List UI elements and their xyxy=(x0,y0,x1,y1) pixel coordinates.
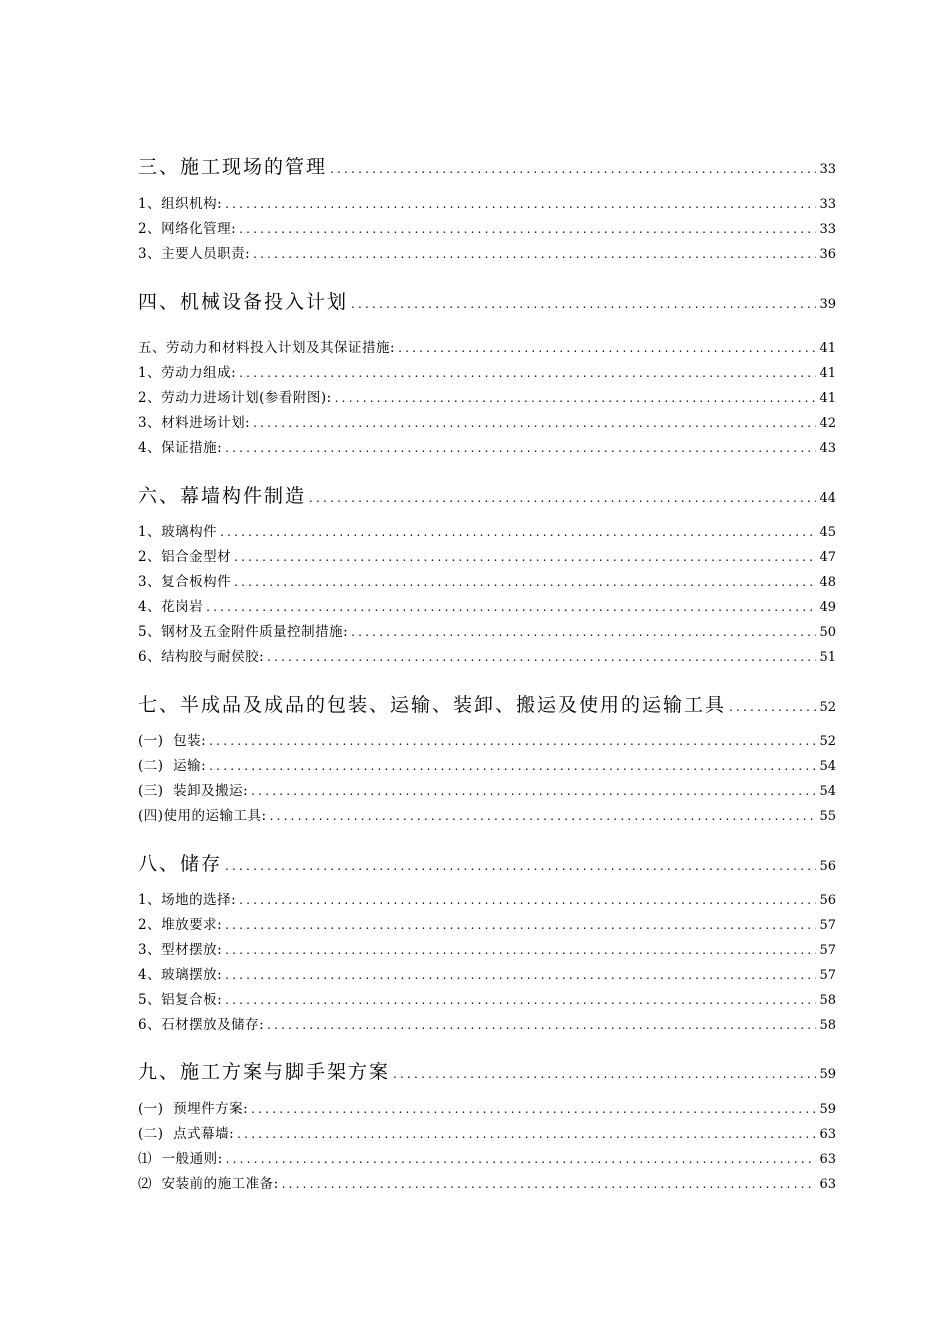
toc-entry[interactable] xyxy=(138,1097,836,1115)
toc-entry-title: (三) 装卸及搬运: xyxy=(138,783,249,799)
toc-entry[interactable] xyxy=(138,913,836,931)
toc-page-number: 50 xyxy=(819,625,836,640)
toc-page-number: 41 xyxy=(819,366,836,381)
toc-entry-title: ⑴ 一般通则: xyxy=(138,1151,223,1167)
toc-page-number: 58 xyxy=(819,1018,836,1033)
toc-dot-leader xyxy=(225,859,816,873)
toc-entry[interactable] xyxy=(138,411,836,429)
toc-entry[interactable] xyxy=(138,520,836,538)
toc-heading-entry[interactable] xyxy=(138,481,836,505)
toc-dot-leader xyxy=(237,1127,816,1141)
toc-page-number: 51 xyxy=(819,650,836,665)
toc-dot-leader xyxy=(398,341,816,355)
toc-entry-title: 3、型材摆放: xyxy=(138,942,223,958)
toc-dot-leader xyxy=(225,993,816,1007)
toc-dot-leader xyxy=(335,391,817,405)
toc-page-number: 36 xyxy=(819,247,836,262)
toc-page-number: 42 xyxy=(819,416,836,431)
toc-entry[interactable] xyxy=(138,1013,836,1031)
toc-dot-leader xyxy=(206,600,816,614)
toc-page-number: 45 xyxy=(819,525,836,540)
toc-dot-leader xyxy=(330,162,816,176)
toc-page-number: 57 xyxy=(819,918,836,933)
toc-entry-title: (一) 包装: xyxy=(138,733,207,749)
toc-page-number: 48 xyxy=(819,575,836,590)
toc-entry-title: (二) 点式幕墙: xyxy=(138,1126,235,1142)
toc-entry-title: 5、铝复合板: xyxy=(138,992,223,1008)
toc-entry-title: 3、主要人员职责: xyxy=(138,246,251,262)
toc-entry[interactable] xyxy=(138,242,836,260)
toc-heading-entry[interactable] xyxy=(138,690,836,714)
toc-heading-entry[interactable] xyxy=(138,849,836,873)
toc-entry-title: 六、幕墙构件制造 xyxy=(138,485,307,507)
toc-page-number: 63 xyxy=(819,1177,836,1192)
toc-entry[interactable] xyxy=(138,570,836,588)
toc-page-number: 54 xyxy=(819,759,836,774)
toc-page-number: 63 xyxy=(819,1152,836,1167)
toc-page-number: 55 xyxy=(819,809,836,824)
toc-entry-title: (四)使用的运输工具: xyxy=(138,808,267,824)
toc-heading-entry[interactable] xyxy=(138,287,836,311)
toc-page-number: 39 xyxy=(819,297,836,312)
toc-dot-leader xyxy=(267,1018,816,1032)
toc-entry[interactable] xyxy=(138,1122,836,1140)
toc-heading-entry[interactable] xyxy=(138,152,836,176)
toc-entry[interactable] xyxy=(138,620,836,638)
toc-page-number: 33 xyxy=(819,197,836,212)
toc-entry-title: 6、结构胶与耐侯胶: xyxy=(138,649,265,665)
toc-entry-title: 八、储存 xyxy=(138,853,223,875)
toc-page-number: 33 xyxy=(819,222,836,237)
toc-entry[interactable] xyxy=(138,963,836,981)
toc-page-number: 44 xyxy=(819,491,836,506)
toc-entry-title: 4、花岗岩 xyxy=(138,599,204,615)
toc-entry[interactable] xyxy=(138,336,836,354)
toc-dot-leader xyxy=(251,1102,816,1116)
toc-dot-leader xyxy=(253,416,816,430)
toc-entry[interactable] xyxy=(138,361,836,379)
toc-entry-title: (二) 运输: xyxy=(138,758,207,774)
toc-dot-leader xyxy=(309,491,816,505)
toc-page-number: 33 xyxy=(819,162,836,177)
toc-dot-leader xyxy=(393,1067,816,1081)
toc-dot-leader xyxy=(239,366,816,380)
toc-page-number: 49 xyxy=(819,600,836,615)
toc-entry-title: 3、材料进场计划: xyxy=(138,415,251,431)
toc-entry[interactable] xyxy=(138,1172,836,1190)
toc-page-number: 57 xyxy=(819,943,836,958)
toc-entry-title: (一) 预埋件方案: xyxy=(138,1101,249,1117)
toc-entry-title: 2、网络化管理: xyxy=(138,221,237,237)
toc-entry-title: 3、复合板构件 xyxy=(138,574,232,590)
toc-dot-leader xyxy=(225,943,816,957)
toc-page-number: 59 xyxy=(819,1067,836,1082)
toc-dot-leader xyxy=(251,784,816,798)
toc-dot-leader xyxy=(267,650,816,664)
toc-entry-title: 1、组织机构: xyxy=(138,196,223,212)
toc-entry-title: 1、场地的选择: xyxy=(138,892,237,908)
toc-entry-title: 四、机械设备投入计划 xyxy=(138,291,349,313)
toc-entry[interactable] xyxy=(138,192,836,210)
toc-dot-leader xyxy=(225,441,816,455)
toc-entry-title: 五、劳动力和材料投入计划及其保证措施: xyxy=(138,340,396,356)
toc-page-number: 41 xyxy=(819,341,836,356)
toc-entry-title: 九、施工方案与脚手架方案 xyxy=(138,1061,391,1083)
toc-entry[interactable] xyxy=(138,729,836,747)
toc-dot-leader xyxy=(351,297,816,311)
toc-entry-title: 6、石材摆放及储存: xyxy=(138,1017,265,1033)
toc-dot-leader xyxy=(729,700,816,714)
toc-dot-leader xyxy=(282,1177,817,1191)
toc-entry-title: 5、钢材及五金附件质量控制措施: xyxy=(138,624,349,640)
toc-dot-leader xyxy=(225,197,816,211)
toc-entry[interactable] xyxy=(138,595,836,613)
toc-page-number: 54 xyxy=(819,784,836,799)
toc-entry[interactable] xyxy=(138,938,836,956)
toc-page-number: 52 xyxy=(819,700,836,715)
toc-dot-leader xyxy=(226,1152,817,1166)
toc-page-number: 58 xyxy=(819,993,836,1008)
toc-entry-title: 1、玻璃构件 xyxy=(138,524,218,540)
toc-entry[interactable] xyxy=(138,436,836,454)
toc-page-number: 47 xyxy=(819,550,836,565)
toc-entry-title: 4、玻璃摆放: xyxy=(138,967,223,983)
toc-page-number: 56 xyxy=(819,893,836,908)
toc-dot-leader xyxy=(351,625,816,639)
toc-page-number: 57 xyxy=(819,968,836,983)
toc-entry[interactable] xyxy=(138,888,836,906)
toc-entry-title: 2、堆放要求: xyxy=(138,917,223,933)
toc-entry[interactable] xyxy=(138,1147,836,1165)
toc-entry[interactable] xyxy=(138,217,836,235)
toc-page-number: 59 xyxy=(819,1102,836,1117)
toc-dot-leader xyxy=(209,759,816,773)
toc-page-number: 56 xyxy=(819,859,836,874)
toc-entry-title: 三、施工现场的管理 xyxy=(138,156,328,178)
toc-entry[interactable] xyxy=(138,386,836,404)
toc-dot-leader xyxy=(253,247,816,261)
toc-entry-title: 1、劳动力组成: xyxy=(138,365,237,381)
toc-entry-title: 4、保证措施: xyxy=(138,440,223,456)
toc-entry[interactable] xyxy=(138,545,836,563)
toc-entry-title: 2、劳动力进场计划(参看附图): xyxy=(138,390,332,406)
toc-entry[interactable] xyxy=(138,645,836,663)
toc-entry[interactable] xyxy=(138,988,836,1006)
toc-dot-leader xyxy=(239,222,816,236)
toc-entry-title: ⑵ 安装前的施工准备: xyxy=(138,1176,279,1192)
toc-entry[interactable] xyxy=(138,754,836,772)
toc-heading-entry[interactable] xyxy=(138,1057,836,1081)
toc-dot-leader xyxy=(209,734,816,748)
toc-entry-title: 七、半成品及成品的包装、运输、装卸、搬运及使用的运输工具 xyxy=(138,694,727,716)
toc-dot-leader xyxy=(225,918,816,932)
toc-entry[interactable] xyxy=(138,804,836,822)
toc-dot-leader xyxy=(225,968,816,982)
toc-entry[interactable] xyxy=(138,779,836,797)
toc-page-number: 43 xyxy=(819,441,836,456)
toc-entry-title: 2、铝合金型材 xyxy=(138,549,232,565)
toc-dot-leader xyxy=(234,550,816,564)
toc-page-number: 52 xyxy=(819,734,836,749)
toc-dot-leader xyxy=(239,893,816,907)
toc-dot-leader xyxy=(234,575,816,589)
toc-dot-leader xyxy=(270,809,817,823)
toc-page-number: 63 xyxy=(819,1127,836,1142)
toc-page-number: 41 xyxy=(819,391,836,406)
toc-dot-leader xyxy=(220,525,816,539)
